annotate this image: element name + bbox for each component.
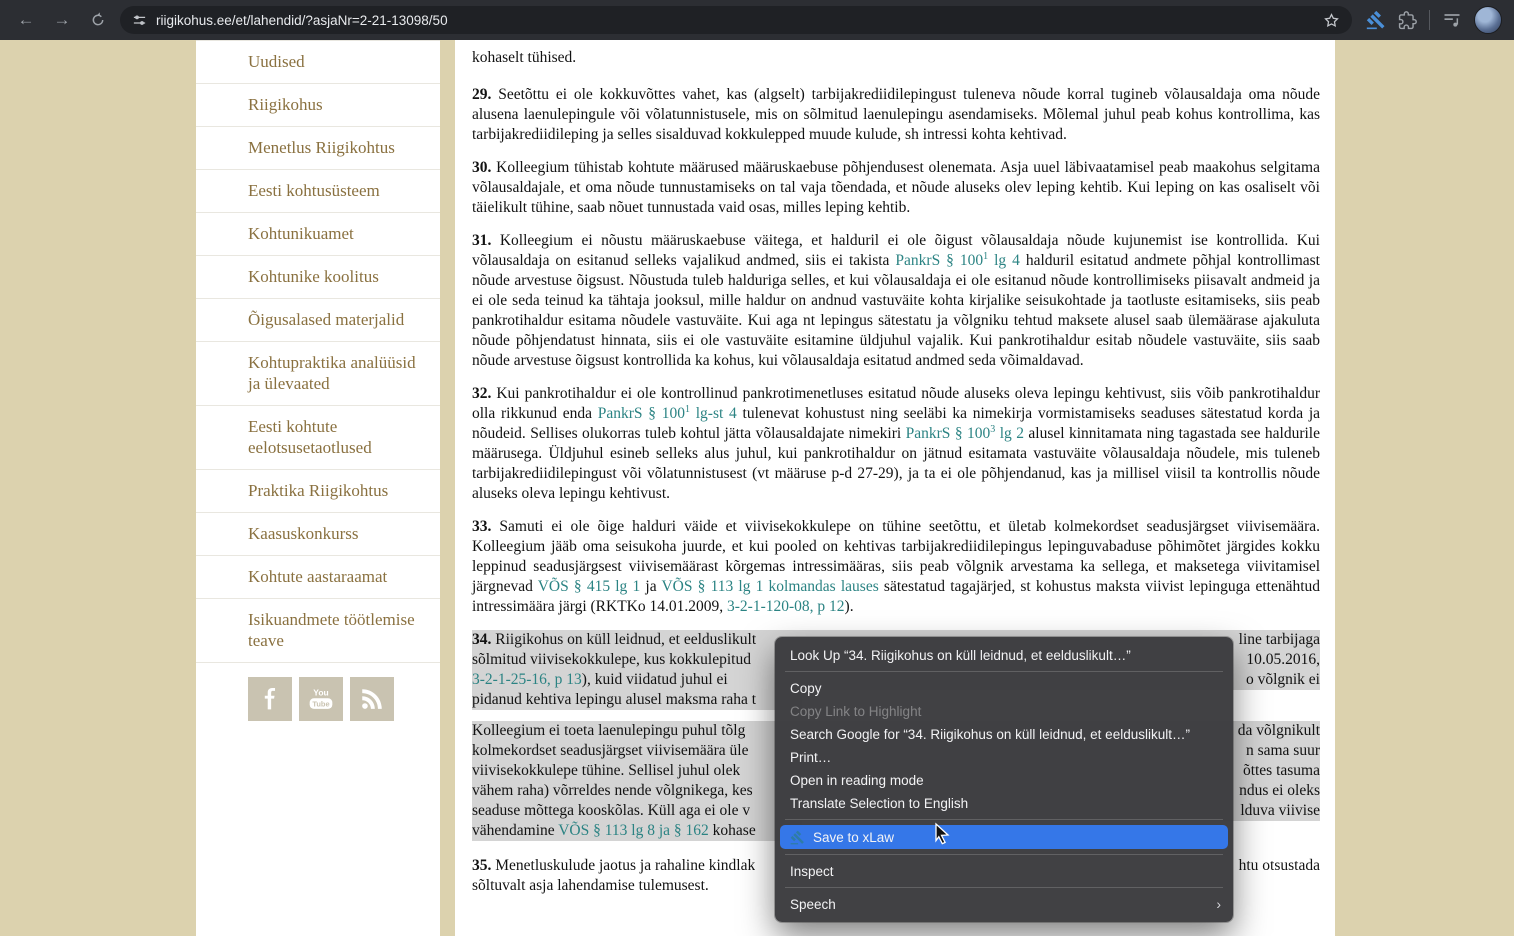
text-line: viivisekokkulepe tühine. Sellisel juhul olek õttes tasuma [472, 762, 1320, 779]
submenu-chevron-icon: › [1216, 896, 1221, 912]
text-line-fragment: 10.05.2016, [1246, 651, 1320, 668]
menu-item-label: Open in reading mode [790, 772, 924, 788]
menu-item-label: Search Google for “34. Riigikohus on küll leidnud, et eelduslikult…” [790, 726, 1190, 742]
statute-link[interactable]: 3-2-1-120-08, p 12 [727, 598, 845, 615]
statute-link[interactable]: PankrS § 100 [905, 425, 991, 442]
statute-link[interactable]: PankrS § 100 [895, 252, 984, 269]
menu-item-speech[interactable] [775, 893, 1233, 915]
rss-icon[interactable] [350, 677, 394, 721]
text-line-fragment: o võlgnik ei [1245, 671, 1320, 688]
svg-text:Tube: Tube [312, 699, 330, 709]
paragraph: 32. Kui pankrotihaldur ei ole kontrollinud pankrotimenetluses esitatud nõude aluseks oleva lepingu kehtivust, siis võib pankrotihaldur olla rikkunud enda PankrS § $100^1$ lg-st 4 tulenevat kohustust ning seeläbi ka nimekirja vormistamiseks seaduses sätestatud korda ja nõudeid. Sellises olukorras tuleb kohtul jätta võlausaldajate nimekiri PankrS § $100^3$ lg 2 alusel kinnitamata ning tagastada see haldurile määrusega. Üldjuhul esineb selleks alus juhul, kui pankrotihaldur on jätnud esitamata vastuväite võlausaldaja nõudele, mis tuleneb tarbijakrediidilepingust või võlatunnistusest (vt määruse p-d 27-29), ja ta ei ole põhjendanud, kas ja millisel viisil ta kontrollis nõude aluseks oleva lepingu kehtivust. [472, 385, 1320, 502]
menu-item-label: Copy Link to Highlight [790, 703, 922, 719]
bookmark-star-icon[interactable] [1323, 12, 1340, 29]
extensions-puzzle-icon[interactable] [1398, 11, 1417, 30]
browser-toolbar [0, 0, 1514, 40]
sidebar-item[interactable]: Õigusalased materjalid [196, 299, 440, 342]
reload-icon [90, 12, 106, 28]
text-line: vähendamine VÕS § 113 lg 8 ja § 162 kohase [472, 821, 1320, 841]
text-line: 3-2-1-25-16, p 13), kuid viidatud juhul ei o võlgnik ei [472, 671, 1320, 688]
back-button[interactable]: ← [17, 10, 35, 29]
statute-link[interactable]: 1 [983, 250, 989, 262]
sidebar-item[interactable]: Riigikohus [196, 84, 440, 127]
xlaw-gavel-icon [790, 830, 805, 845]
statute-link[interactable]: lg-st 4 [690, 405, 737, 422]
menu-item-translate-selection-to-english[interactable] [775, 792, 1233, 814]
sidebar-nav [196, 40, 440, 663]
svg-text:You: You [313, 687, 329, 698]
text-line: seaduse mõttega kooskõlas. Küll aga ei ole v lduva viivise [472, 802, 1320, 819]
statute-link[interactable]: 3-2-1-25-16, p 13 [472, 671, 582, 688]
text-line: Kolleegium ei toeta laenulepingu puhul tõlg da võlgnikult [472, 722, 1320, 739]
text-line-fragment: n sama suur [1245, 742, 1320, 759]
menu-separator [785, 854, 1223, 855]
menu-item-print[interactable] [775, 746, 1233, 768]
menu-item-label: Speech [790, 896, 836, 912]
text-line: vähem raha) võrreldes nende võlgnikega, kes ndus ei oleks [472, 782, 1320, 799]
sidebar-item[interactable]: Kohtunikuamet [196, 213, 440, 256]
reload-button[interactable] [84, 6, 112, 34]
paragraph: 30. Kolleegium tühistab kohtute määrused määruskaebuse põhjendusest olenemata. Asja uuel läbivaatamisel peab maakohus selgitama võlausaldajale, et oma nõude tunnustamiseks on tal vaja tõendada, et nõude aluseks olev leping kehtib. Kui leping on kas osaliselt või täielikult tühine, saab nõuet tunnustada vaid osas, milles leping kehtib. [472, 159, 1320, 216]
paragraph: 31. Kolleegium ei nõustu määruskaebuse väitega, et halduril ei ole õigust võlausaldaja nõude kujunemist ise kontrollida. Kui võlausaldaja on esitanud selleks vajalikud andmed, siis ei takista PankrS § $100^1$ lg 4 halduril esitatud andmete põhjal kontrollimast nõude arvestuse õigsust. Nõustuda tuleb halduriga selles, et kui võlausaldaja ei ole esitanud nõude kontrollimiseks piisavalt andmeid ja ei ole seda teinud ka tähtaja jooksul, mille haldur on andnud vastuväite kohta kirjalike seisukohtade ja taotluste esitamiseks, siis peab pankrotihaldur esitama nõudele vastuväite. Kui aga nt lepingus sätestatu ja võlgniku tehtud maksete alusel saab ülemäärase ajakuluta nõude põhjendatust hinnata, siis ei ole vastuväite esitamine üldjuhul vajalik. Kui pankrotihaldur esitab nõudele vastuväite, siis saab nõude arvestuse õigsust kontrollida ka kohus, kui võlausaldaja esitatud andmed seda võimaldavad. [472, 232, 1320, 369]
menu-item-look-up-34-riigikohus-on-k-ll-[interactable] [775, 644, 1233, 666]
statute-link[interactable]: 1 [685, 403, 690, 415]
statute-link[interactable]: VÕS § 113 lg 8 ja § 162 [558, 822, 709, 839]
statute-link[interactable]: lg 4 [988, 252, 1020, 269]
text-line: pidanud kehtiva lepingu alusel maksma raha t [472, 690, 1320, 710]
text-line-fragment: line tarbijaga [1238, 631, 1320, 648]
text-line: kolmekordset seadusjärgset viivisemäära üle n sama suur [472, 742, 1320, 759]
menu-item-label: Look Up “34. Riigikohus on küll leidnud, et eelduslikult…” [790, 647, 1131, 663]
menu-item-copy[interactable] [775, 677, 1233, 699]
sidebar-item[interactable]: Uudised [196, 41, 440, 84]
context-menu [775, 637, 1233, 922]
menu-item-label: Save to xLaw [813, 829, 895, 845]
address-bar[interactable] [120, 6, 1352, 34]
facebook-icon[interactable] [248, 677, 292, 721]
text-line: sõlmitud viivisekokkulepe, kus kokkulepitud 10.05.2016, [472, 651, 1320, 668]
sidebar-item[interactable]: Kaasuskonkurss [196, 513, 440, 556]
menu-separator [785, 819, 1223, 820]
menu-item-label: Translate Selection to English [790, 795, 969, 811]
sidebar-item[interactable]: Menetlus Riigikohtus [196, 127, 440, 170]
menu-item-label: Inspect [790, 863, 834, 879]
statute-link[interactable]: PankrS § 100 [597, 405, 685, 422]
statute-link[interactable]: 3 [990, 423, 996, 435]
site-info-icon[interactable] [132, 13, 147, 28]
statute-link[interactable]: VÕS § 415 lg 1 [537, 578, 641, 595]
paragraph: 33. Samuti ei ole õige halduri väide et viivisekokkulepe on tühine seetõttu, et ületab kolmekordset seadusjärgset viivisemäära. Kolleegium jääb oma seisukoha juurde, et kui pooled on kehtivas tarbijakrediidilepingus lepinguvabaduse põhimõtet järgides kokku leppinud seadusjärgsest viivisemäärast kõrgemas intressimääras, siis peab võlgnik arvestama ka sellega, et maksetega viivitamisel järgnevad VÕS § 415 lg 1 ja VÕS § 113 lg 1 kolmandas lauses sätestatud tagajärjed, st kohustus maksta viivist lepinguga ettenähtud intressimäära järgi (RKTKo 14.01.2009, 3-2-1-120-08, p 12). [472, 518, 1321, 615]
sidebar-item[interactable]: Isikuandmete töötlemise teave [196, 599, 440, 663]
url-text[interactable]: riigikohus.ee/et/lahendid/?asjaNr=2-21-13098/50 [156, 12, 448, 28]
sidebar-item[interactable]: Kohtunike koolitus [196, 256, 440, 299]
text-line-fragment: õttes tasuma [1242, 762, 1320, 779]
sidebar-item[interactable]: Eesti kohtusüsteem [196, 170, 440, 213]
forward-button[interactable]: → [53, 10, 71, 29]
toolbar-divider [1429, 10, 1430, 30]
statute-link[interactable]: VÕS § 113 lg 1 kolmandas lauses [661, 578, 879, 595]
menu-item-save-to-xlaw[interactable] [780, 825, 1228, 849]
text-line: sõltuvalt asja lahendamise tulemusest. [472, 877, 709, 894]
text-line-fragment: ndus ei oleks [1239, 782, 1320, 799]
media-controls-icon[interactable] [1442, 10, 1462, 30]
sidebar-item[interactable]: Kohtute aastaraamat [196, 556, 440, 599]
sidebar-item[interactable]: Kohtupraktika analüüsid ja ülevaated [196, 342, 440, 406]
text-line-fragment: da võlgnikult [1237, 722, 1320, 739]
intro-line: kohaselt tühised. [472, 49, 577, 66]
youtube-icon[interactable] [299, 677, 343, 721]
sidebar [196, 40, 440, 936]
menu-item-search-google-for-34-riigikohu[interactable] [775, 723, 1233, 745]
menu-item-open-in-reading-mode[interactable] [775, 769, 1233, 791]
menu-separator [785, 887, 1223, 888]
text-line-fragment: lduva viivise [1240, 802, 1320, 819]
paragraph: 29. Seetõttu ei ole kokkuvõttes vahet, kas (algselt) tarbijakrediidilepingust tuleneva nõude korral tugineb võlausaldaja oma nõude alusena laenulepingule või võlatunnistusele, mis on sõlmitud laenulepingu asendamiseks. Mõlemal juhul peab kohus kontrollima, kas tarbijakrediidileping ja selles sisalduvad kokkulepped muude kulude, sh intressi kohta kehtivad. [472, 86, 1320, 143]
text-line-fragment: htu otsustada [1238, 857, 1320, 874]
sidebar-item[interactable]: Eesti kohtute eelotsusetaotlused [196, 406, 440, 470]
menu-separator [785, 671, 1223, 672]
menu-item-copy-link-to-highlight [775, 700, 1233, 722]
statute-link[interactable]: lg 2 [995, 425, 1024, 442]
menu-item-inspect[interactable] [775, 860, 1233, 882]
menu-item-label: Copy [790, 680, 822, 696]
social-links [248, 677, 440, 721]
xlaw-extension-icon[interactable] [1366, 10, 1386, 30]
profile-avatar[interactable] [1474, 6, 1502, 34]
sidebar-item[interactable]: Praktika Riigikohtus [196, 470, 440, 513]
text-line: 35. Menetluskulude jaotus ja rahaline kindlak htu otsustada [472, 857, 1320, 874]
text-line: 34. Riigikohus on küll leidnud, et eelduslikult line tarbijaga [472, 631, 1320, 648]
menu-item-label: Print… [790, 749, 832, 765]
